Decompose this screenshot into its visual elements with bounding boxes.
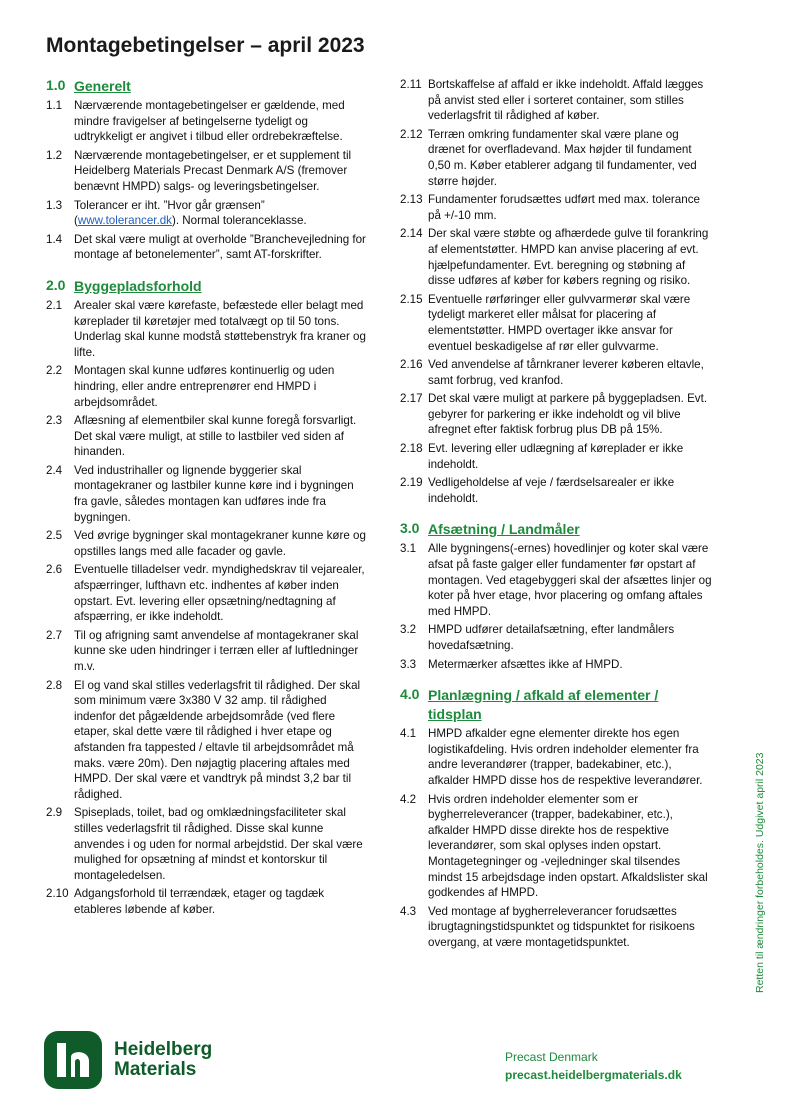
list-item: [46, 298, 366, 360]
item-number: 2.7: [46, 628, 63, 642]
list-item: [46, 413, 366, 460]
list-item: [400, 792, 712, 901]
item-number: 3.2: [400, 623, 417, 637]
item-number: 3.3: [400, 657, 417, 671]
section-byggepladsforhold-continued: [400, 77, 712, 506]
item-text: Aflæsning af elementbiler skal kunne foregå forsvarligt. Det skal være muligt, at stille to lastbiler ved siden af hinanden.: [74, 414, 357, 459]
section-title: Planlægning / afkald af elementer / tidsplan: [428, 687, 659, 723]
list-item: [400, 357, 712, 388]
page-title: Montagebetingelser – april 2023: [46, 34, 365, 57]
item-text: Arealer skal være kørefaste, befæstede eller belagt med køreplader til køretøjer med totalvægt op til 50 tons. Underlag skal kunne modstå støttebenstryk fra kraner og lifte.: [74, 298, 366, 359]
item-text: Fundamenter forudsættes udført med max. tolerance på +/-10 mm.: [428, 193, 700, 222]
section-planlaegning: [400, 686, 712, 950]
logo-line-1: Heidelberg: [114, 1039, 213, 1060]
list-item: [400, 541, 712, 619]
item-text-part: ). Normal toleranceklasse.: [171, 214, 307, 228]
item-text: Ved anvendelse af tårnkraner leverer køberen eltavle, samt forbrug, ved kranfod.: [428, 358, 704, 387]
item-text: Bortskaffelse af affald er ikke indeholdt. Affald lægges på anvist sted eller i sorteret container, som stilles vederlagsfrit til rådighed af køber.: [428, 78, 704, 123]
list-item: [46, 363, 366, 410]
item-number: 1.1: [46, 99, 63, 112]
item-number: 2.14: [400, 227, 423, 241]
list-item: [400, 77, 712, 124]
item-text: Eventuelle tilladelser vedr. myndighedskrav til vejarealer, afspærringer, lufthavn etc. indhentes af køber inden opstart. Evt. levering eller opsætning/nedtagning af afspærring, er ikke indeholdt.: [74, 563, 365, 624]
item-text: Spiseplads, toilet, bad og omklædningsfaciliteter skal stilles vederlagsfrit til rådighed. Disse skal kunne anvendes i og uden for normal arbejdstid. Der skal være mulighed for opsætning af mindst et kontorskur til montageledelsen.: [74, 806, 363, 882]
item-number: 2.13: [400, 193, 423, 207]
item-text: Metermærker afsættes ikke af HMPD.: [428, 657, 623, 671]
item-text: Alle bygningens(-ernes) hovedlinjer og koter skal være afsat på faste galger eller fundamenter før opstart af montagen. Ved etagebyggeri skal der afsættes linjer og koter på hver etage, hvor placering og omfang aftales med HMPD.: [428, 542, 712, 618]
section-afsaetning: [400, 520, 712, 672]
item-number: 2.4: [46, 463, 63, 477]
list-item: [400, 292, 712, 354]
section-number: 1.0: [46, 77, 66, 93]
item-number: 2.16: [400, 358, 423, 372]
item-number: 2.3: [46, 414, 63, 428]
item-number: 1.4: [46, 232, 63, 246]
section-heading: [400, 520, 712, 539]
item-number: 2.19: [400, 476, 423, 490]
item-number: 2.10: [46, 887, 69, 901]
list-item: [46, 805, 366, 883]
item-text: Det skal være muligt at parkere på byggepladsen. Evt. gebyrer for parkering er ikke indeholdt og vil blive afregnet efter faktisk forbrug plus DB på 15%.: [428, 392, 708, 437]
item-text: Evt. levering eller udlægning af køreplader er ikke indeholdt.: [428, 442, 684, 471]
item-number: 2.6: [46, 563, 63, 577]
item-number: 1.3: [46, 198, 63, 212]
item-number: 1.2: [46, 148, 63, 162]
item-number: 4.2: [400, 792, 417, 806]
section-title: Generelt: [74, 78, 131, 94]
list-item: [400, 226, 712, 288]
list-item: [400, 622, 712, 653]
logo-wordmark: [114, 1040, 212, 1080]
section-heading: [46, 77, 366, 96]
list-item: [400, 475, 712, 506]
item-text: El og vand skal stilles vederlagsfrit til rådighed. Der skal som minimum være 3x380 V 32 amp. til rådighed indenfor det pågældende arbejdsområde (ved flere etaper, skal dette være til rådighed i hver etape og afstanden fra tappested / eltavle til arbejdsområdet må maks. være 20m). Den nøjagtig placering aftales med HMPD. Der skal være et vandtryk på mindst 3,2 bar til rådighed.: [74, 678, 361, 801]
item-number: 2.2: [46, 364, 63, 378]
list-item: [400, 391, 712, 438]
item-text: [74, 198, 366, 229]
item-text: Det skal være muligt at overholde ”Branchevejledning for montage af betonelementer”, samt AT-forskrifter.: [74, 232, 366, 262]
footer: [505, 1048, 682, 1084]
item-text: Ved montage af bygherreleverancer forudsættes ibrugtagningstidspunktet og tidspunktet for risikoens overgang, at være montagetidspunktet.: [428, 904, 695, 949]
list-item: [46, 628, 366, 675]
right-column: [400, 77, 712, 965]
footer-website-link[interactable]: precast.heidelbergmaterials.dk: [505, 1068, 682, 1082]
list-item: [46, 528, 366, 559]
item-number: 2.18: [400, 442, 423, 456]
section-heading: [46, 277, 366, 296]
item-text: Montagen skal kunne udføres kontinuerlig og uden hindring, eller andre entreprenører end HMPD i arbejdsområdet.: [74, 364, 335, 409]
item-text: HMPD afkalder egne elementer direkte hos egen logistikafdeling. Hvis ordren indeholder elementer fra andre leverandører (trapper, badekabiner, etc.), afkalder HMPD disse hos de respektive leverandører.: [428, 727, 703, 787]
section-number: 3.0: [400, 520, 420, 537]
list-item: [46, 886, 366, 917]
item-text: Terræn omkring fundamenter skal være plane og drænet for overfladevand. Max højder til fundament 0,50 m. Køber etablerer adgang til fundamenter, ved større højder.: [428, 127, 697, 188]
item-number: 2.9: [46, 806, 63, 820]
left-column: [46, 77, 366, 932]
item-text: HMPD udfører detailafsætning, efter landmålers hovedafsætning.: [428, 623, 675, 652]
item-number: 2.17: [400, 392, 423, 406]
list-item: [400, 441, 712, 472]
list-item: [400, 127, 712, 189]
item-text: Nærværende montagebetingelser, er et supplement til Heidelberg Materials Precast Denmark A/S (fremover benævnt HMPD) salgs- og leveringsbetingelser.: [74, 148, 352, 193]
list-item: [400, 192, 712, 223]
item-text: Eventuelle rørføringer eller gulvvarmerør skal være tydeligt markeret eller målsat for placering af elementstøtter. HMPD overtager ikke ansvar for eventuel beskadigelse af rør eller gulvvarme.: [428, 292, 691, 353]
section-number: 4.0: [400, 686, 420, 703]
tolerancer-link[interactable]: www.tolerancer.dk: [77, 214, 172, 228]
item-number: 4.3: [400, 904, 417, 918]
list-item: [400, 726, 712, 788]
item-text: Ved øvrige bygninger skal montagekraner kunne køre og opstilles langs med alle facader og gavle.: [74, 529, 366, 558]
list-item: [46, 148, 366, 195]
item-text-part: Tolerancer er iht. ”Hvor går grænsen” (: [74, 198, 265, 228]
section-number: 2.0: [46, 276, 66, 293]
item-number: 2.12: [400, 127, 423, 141]
item-number: 2.8: [46, 678, 63, 692]
section-title: Afsætning / Landmåler: [428, 521, 580, 538]
item-text: Ved industrihaller og lignende byggerier skal montagekraner og lastbiler kunne køre ind i bygningen fra gavle, således montagen kan udføres inde fra bygningen.: [74, 463, 354, 524]
list-item: [400, 657, 712, 673]
list-item: [46, 98, 366, 145]
list-item: [46, 678, 366, 803]
item-number: 3.1: [400, 542, 417, 556]
heidelberg-logo: [44, 1031, 212, 1089]
item-text: Til og afrigning samt anvendelse af montagekraner skal kunne ske uden hindringer i terræn eller af luftledninger m.v.: [74, 628, 359, 673]
item-number: 2.1: [46, 298, 63, 312]
item-text: Adgangsforhold til terrændæk, etager og tagdæk etableres løbende af køber.: [74, 887, 325, 916]
logo-line-2: Materials: [114, 1059, 197, 1080]
list-item: [400, 904, 712, 951]
heidelberg-logo-icon: [44, 1031, 102, 1089]
list-item: [46, 562, 366, 624]
item-text: Hvis ordren indeholder elementer som er bygherreleverancer (trapper, badekabiner, etc.), afkalder HMPD disse direkte hos de respektive leverandører, som skal oplyses inden opstart. Montagetegninger og -vejledninger skal tilsendes mindst 15 arbejdsdage inden opstart. Afkaldslister skal godkendes af HMPD.: [428, 792, 708, 900]
item-number: 2.15: [400, 292, 423, 306]
rights-notice: Retten til ændringer forbeholdes. Udgivet april 2023: [754, 752, 766, 993]
list-item: [46, 198, 366, 229]
item-number: 4.1: [400, 727, 417, 741]
section-title: Byggepladsforhold: [74, 277, 202, 294]
section-byggepladsforhold: [46, 277, 366, 918]
item-text: Der skal være støbte og afhærdede gulve til forankring af elementstøtter. HMPD kan anvise placering af evt. hjælpefundamenter. Evt. beregning og støbning af disse udføres af køber for købers regning og risiko.: [428, 227, 709, 288]
item-number: 2.5: [46, 529, 63, 543]
item-number: 2.11: [400, 78, 422, 91]
item-text: Vedligeholdelse af veje / færdselsarealer er ikke indeholdt.: [428, 476, 675, 505]
footer-company: Precast Denmark: [505, 1050, 598, 1064]
section-generelt: [46, 77, 366, 263]
item-text: Nærværende montagebetingelser er gældende, med mindre fravigelser af betingelserne tydeligt og udtrykkeligt er angivet i tilbud eller ordrebekræftelse.: [74, 99, 345, 144]
list-item: [46, 463, 366, 525]
list-item: [46, 232, 366, 263]
section-heading: [400, 686, 712, 724]
